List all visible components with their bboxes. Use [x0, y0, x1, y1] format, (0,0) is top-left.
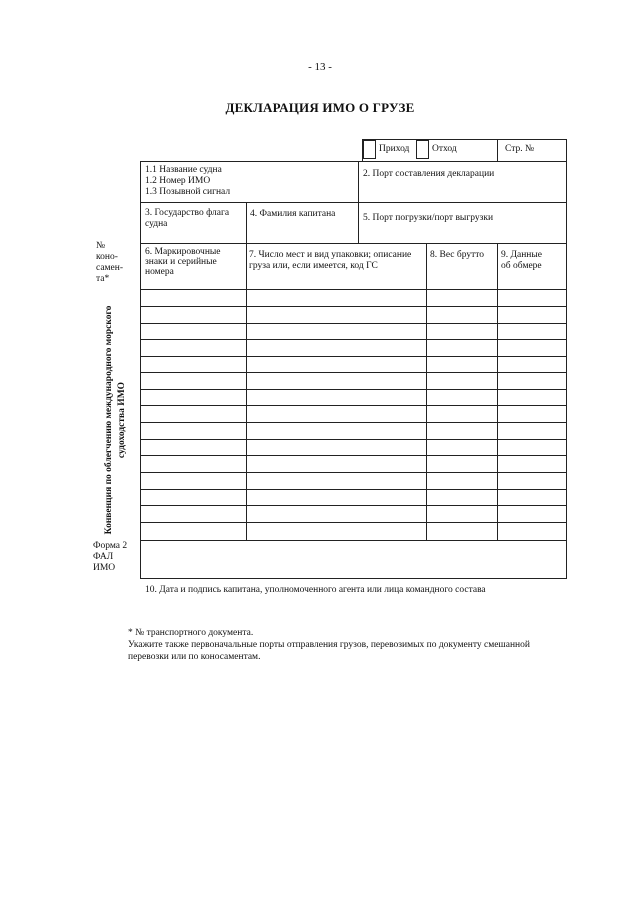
field-packages-line1: 7. Число мест и вид упаковки; описание: [249, 250, 412, 260]
field-port-of-report: 2. Порт составления декларации: [363, 169, 495, 179]
field-marks-line1: 6. Маркировочные: [145, 247, 221, 257]
goods-row-line: [140, 422, 567, 423]
goods-row-line: [140, 472, 567, 473]
field-flag-state-line1: 3. Государство флага: [145, 208, 230, 218]
form-code-line1: Форма 2: [93, 541, 128, 551]
field-measurement-line1: 9. Данные: [501, 250, 542, 260]
field-port-loading-discharge: 5. Порт погрузки/порт выгрузки: [363, 213, 494, 223]
goods-row-line: [140, 306, 567, 307]
departure-label: Отход: [432, 144, 457, 154]
footnote-line1: * № транспортного документа.: [128, 628, 254, 638]
field-measurement-line2: об обмере: [501, 261, 542, 271]
col-divider-6-7: [246, 243, 247, 540]
divider-3-4: [246, 202, 247, 243]
goods-row-line: [140, 339, 567, 340]
row-divider-2: [140, 243, 567, 244]
form-top-border: [140, 161, 567, 162]
field-marks-line2: знаки и серийные: [145, 257, 217, 267]
goods-row-line: [140, 505, 567, 506]
col-divider-7-8: [426, 243, 427, 540]
page-title: ДЕКЛАРАЦИЯ ИМО О ГРУЗЕ: [225, 100, 415, 115]
margin-bill-line4: та*: [96, 274, 110, 284]
row-divider-1: [140, 202, 567, 203]
convention-line2: судоходства ИМО: [117, 381, 127, 459]
goods-row-line: [140, 489, 567, 490]
field-signature: 10. Дата и подпись капитана, уполномоченного агента или лица командного состава: [145, 585, 486, 595]
col-divider-8-9: [497, 243, 498, 540]
footnote-line2: Укажите также первоначальные порты отправления грузов, перевозимых по документу смешанной: [128, 640, 530, 650]
form-code-line2: ФАЛ: [93, 552, 114, 562]
departure-checkbox[interactable]: [416, 140, 429, 159]
page-number-label: Стр. №: [505, 144, 535, 154]
goods-row-line: [140, 540, 567, 541]
field-packages-line2: груза или, если имеется, код ГС: [249, 261, 378, 271]
header-right-border: [566, 139, 567, 161]
field-marks-line3: номера: [145, 267, 174, 277]
margin-bill-line1: №: [96, 241, 106, 251]
goods-row-line: [140, 323, 567, 324]
field-master-name: 4. Фамилия капитана: [250, 209, 336, 219]
header-top-border: [362, 139, 567, 140]
margin-bill-line3: самен-: [96, 263, 124, 273]
form-bottom-border: [140, 578, 567, 579]
goods-row-line: [140, 522, 567, 523]
field-ship-name: 1.1 Название судна: [145, 165, 222, 175]
arrival-checkbox[interactable]: [363, 140, 376, 159]
goods-row-line: [140, 389, 567, 390]
field-gross-weight: 8. Вес брутто: [430, 250, 485, 260]
form-left-border: [140, 161, 141, 579]
goods-row-line: [140, 356, 567, 357]
field-imo-number: 1.2 Номер ИМО: [145, 176, 211, 186]
arrival-label: Приход: [379, 144, 410, 154]
form-code-line3: ИМО: [93, 563, 116, 573]
goods-header-bottom: [140, 289, 567, 290]
header-divider: [497, 139, 498, 161]
goods-row-line: [140, 405, 567, 406]
goods-row-line: [140, 455, 567, 456]
page-number: - 13 -: [308, 61, 332, 73]
goods-row-line: [140, 372, 567, 373]
field-flag-state-line2: судна: [145, 219, 168, 229]
field-call-sign: 1.3 Позывной сигнал: [145, 187, 231, 197]
margin-bill-line2: коно-: [96, 252, 118, 262]
goods-row-line: [140, 439, 567, 440]
form-right-border: [566, 161, 567, 579]
convention-line1: Конвенция по облегчению международного морского: [104, 305, 114, 535]
footnote-line3: перевозки или по коносаментам.: [128, 652, 261, 662]
